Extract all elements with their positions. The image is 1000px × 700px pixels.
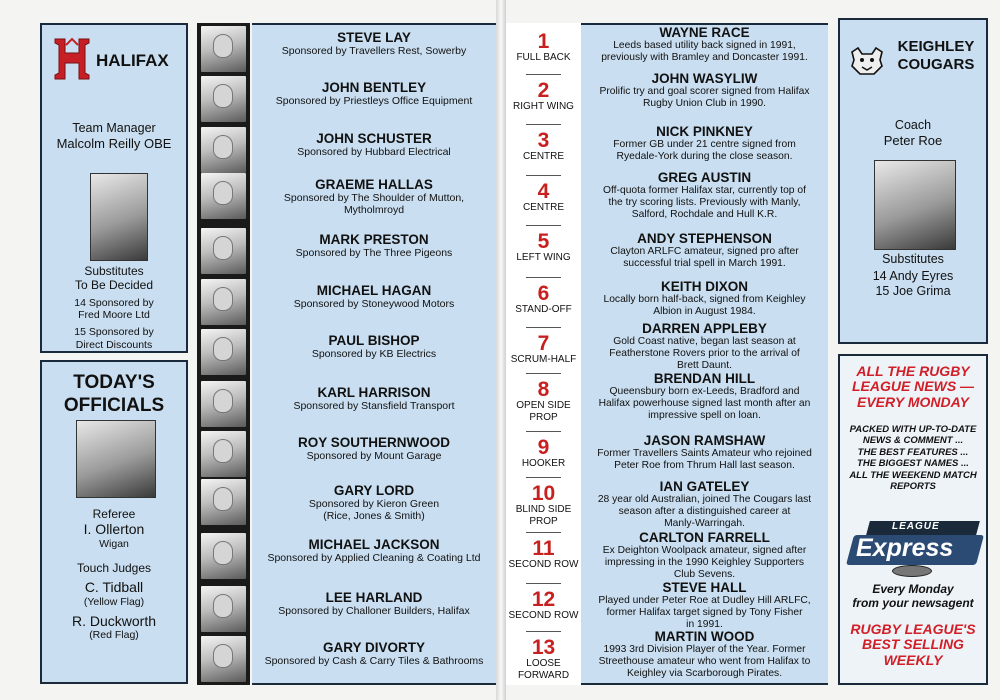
position-divider <box>526 175 561 176</box>
keighley-player-description: Former GB under 21 centre signed from <box>613 139 796 150</box>
position-name: SCRUM-HALF <box>510 354 577 365</box>
position-divider <box>526 532 561 533</box>
keighley-player-description: Ryedale-York during the close season. <box>616 151 793 163</box>
keighley-player-name: ANDY STEPHENSON <box>637 231 772 246</box>
keighley-player-description: Played under Peter Roe at Dudley Hill ARLFC, <box>598 595 811 606</box>
position-name: PROP <box>529 515 558 527</box>
shirt-number: 10 <box>531 482 556 505</box>
ad-blurb-1: PACKED WITH UP-TO-DATE <box>849 424 977 435</box>
keighley-player-description: Leeds based utility back signed in 1991, <box>613 40 796 51</box>
halifax-player-name: JOHN BENTLEY <box>321 80 427 95</box>
halifax-subs-status: To Be Decided <box>74 278 154 293</box>
position-entry <box>506 283 581 316</box>
halifax-player-sponsor: Sponsored by Cash & Carry Tiles & Bathrooms <box>264 655 484 667</box>
sub15-sponsor-label: 15 Sponsored by <box>74 325 154 338</box>
keighley-player-description: former Halifax target signed by Tony Fisher <box>606 607 803 619</box>
coach-name: Peter Roe <box>883 133 943 148</box>
position-entry <box>506 333 581 366</box>
keighley-player-description: impressing in the 1990 Keighley Supporters <box>604 557 805 569</box>
position-divider <box>526 477 561 478</box>
keighley-player-entry <box>581 124 828 163</box>
keighley-name-2: COUGARS <box>897 56 975 73</box>
keighley-player-description: 1993 3rd Division Player of the Year. Former <box>603 644 806 655</box>
keighley-player-entry <box>581 530 828 581</box>
position-divider <box>526 74 561 75</box>
position-name: LEFT WING <box>516 252 571 263</box>
keighley-name-1: KEIGHLEY <box>897 38 975 55</box>
keighley-player-entry <box>581 371 828 422</box>
halifax-player-entry <box>252 333 496 360</box>
touch-judge-2-flag: (Red Flag) <box>89 629 139 642</box>
keighley-player-name: CARLTON FARRELL <box>639 530 770 545</box>
ad-tagline-1: Every Monday <box>872 582 954 596</box>
player-face <box>213 34 233 58</box>
halifax-player-sponsor: Mytholmroyd <box>343 204 405 216</box>
halifax-player-entry <box>252 283 496 310</box>
halifax-logo-icon <box>52 35 92 81</box>
keighley-player-description: Locally born half-back, signed from Keighley <box>603 294 806 305</box>
player-thumbnail <box>201 173 246 219</box>
position-divider <box>526 327 561 328</box>
officials-heading-2: OFFICIALS <box>63 394 165 416</box>
ad-tagline-2: from your newsagent <box>852 596 974 611</box>
keighley-player-description: Albion in August 1984. <box>653 306 756 318</box>
keighley-player-name: NICK PINKNEY <box>656 124 753 139</box>
player-face <box>213 337 233 361</box>
player-face <box>213 439 233 463</box>
position-divider <box>526 124 561 125</box>
keighley-player-entry <box>581 71 828 110</box>
halifax-player-entry <box>252 131 496 158</box>
keighley-player-entry <box>581 479 828 530</box>
position-name: HOOKER <box>521 458 566 469</box>
halifax-player-sponsor: Sponsored by Applied Cleaning & Coating Ltd <box>267 552 481 564</box>
keighley-player-entry <box>581 170 828 221</box>
keighley-player-description: season after a distinguished career at <box>618 506 791 518</box>
ad-footer-2: BEST SELLING <box>862 636 964 653</box>
position-entry <box>506 589 581 622</box>
player-thumbnail <box>201 586 246 632</box>
position-name: LOOSE <box>526 658 561 669</box>
position-name: SECOND ROW <box>508 559 579 570</box>
shirt-number: 1 <box>537 30 550 53</box>
keighley-player-name: JOHN WASYLIW <box>651 71 758 86</box>
halifax-player-name: GRAEME HALLAS <box>315 177 433 192</box>
position-name: CENTRE <box>522 151 565 162</box>
halifax-player-name: PAUL BISHOP <box>328 333 420 348</box>
position-name: OPEN SIDE <box>516 400 571 411</box>
ad-headline-1: ALL THE RUGBY <box>856 363 970 379</box>
halifax-subs-label: Substitutes <box>84 264 144 278</box>
player-thumbnail <box>201 381 246 427</box>
keighley-player-description: the try scoring lists. Previously with Manly, <box>608 197 801 209</box>
player-thumbnail <box>201 533 246 579</box>
league-express-logo <box>846 521 982 577</box>
halifax-player-sponsor: Sponsored by Hubbard Electrical <box>297 146 451 158</box>
page-spine <box>496 0 506 700</box>
position-divider <box>526 225 561 226</box>
keighley-player-entry <box>581 231 828 270</box>
keighley-player-name: STEVE HALL <box>662 580 747 595</box>
keighley-player-description: in 1991. <box>686 619 723 631</box>
keighley-player-description: Peter Roe from Thrum Hall last season. <box>614 460 795 472</box>
position-entry <box>506 637 581 681</box>
shirt-number: 11 <box>532 537 555 560</box>
referee-name: I. Ollerton <box>83 521 145 538</box>
position-divider <box>526 431 561 432</box>
keighley-player-description: impressive spell on loan. <box>648 410 761 422</box>
halifax-player-sponsor: Sponsored by Stoneywood Motors <box>293 298 455 310</box>
player-face <box>213 135 233 159</box>
keighley-player-description: previously with Bramley and Doncaster 1991. <box>601 52 808 64</box>
ad-blurb-2: NEWS & COMMENT ... <box>862 435 964 447</box>
halifax-player-entry <box>252 537 496 564</box>
league-express-advert <box>838 354 988 685</box>
cougar-logo-icon <box>848 46 886 76</box>
keighley-player-description: Former Travellers Saints Amateur who rejoined <box>597 448 812 459</box>
position-entry <box>506 379 581 423</box>
halifax-player-sponsor: Sponsored by Mount Garage <box>306 450 442 462</box>
keighley-player-description: Rugby Union Club in 1990. <box>642 98 767 110</box>
halifax-player-sponsor: (Rice, Jones & Smith) <box>323 510 425 522</box>
keighley-player-description: Ex Deighton Woolpack amateur, signed after <box>602 545 807 556</box>
keighley-player-entry <box>581 580 828 631</box>
keighley-player-name: IAN GATELEY <box>659 479 750 494</box>
halifax-player-name: STEVE LAY <box>337 30 411 45</box>
player-thumbnail <box>201 26 246 72</box>
sub14-sponsor-label: 14 Sponsored by <box>74 296 154 309</box>
keighley-player-description: Brett Daunt. <box>677 360 732 372</box>
ad-blurb-6: REPORTS <box>890 480 936 492</box>
position-name: STAND-OFF <box>515 304 572 315</box>
referee-label: Referee <box>92 507 136 521</box>
shirt-number: 12 <box>531 588 556 611</box>
halifax-player-name: MICHAEL HAGAN <box>316 283 432 298</box>
keighley-info-box <box>838 18 988 344</box>
position-name: RIGHT WING <box>513 101 574 112</box>
position-name: SECOND ROW <box>508 610 579 621</box>
keighley-player-description: Club Sevens. <box>673 569 736 581</box>
keighley-players-panel <box>581 23 828 685</box>
keighley-player-entry <box>581 279 828 318</box>
manager-photo <box>90 173 148 261</box>
position-entry <box>506 483 581 527</box>
position-entry <box>506 80 581 113</box>
sub14-sponsor-name: Fred Moore Ltd <box>78 309 150 322</box>
keighley-player-name: KEITH DIXON <box>660 279 748 294</box>
keighley-player-description: Salford, Rochdale and Hull K.R. <box>631 209 778 221</box>
player-thumbnail <box>201 431 246 477</box>
keighley-player-description: Off-quota former Halifax star, currently top of <box>603 185 806 196</box>
keighley-player-description: Prolific try and goal scorer signed from Halifax <box>599 86 810 97</box>
halifax-player-name: ROY SOUTHERNWOOD <box>297 435 450 450</box>
coach-label: Coach <box>894 118 932 132</box>
keighley-subs-label: Substitutes <box>882 252 944 266</box>
officials-heading-1: TODAY'S <box>73 372 155 393</box>
halifax-players-panel <box>252 23 496 685</box>
keighley-player-description: Gold Coast native, began last season at <box>613 336 796 347</box>
halifax-player-name: LEE HARLAND <box>325 590 423 605</box>
halifax-info-box <box>40 23 188 353</box>
touch-judge-2-name: R. Duckworth <box>71 612 157 629</box>
halifax-player-entry <box>252 177 496 216</box>
halifax-player-sponsor: Sponsored by Kieron Green <box>308 498 440 510</box>
touch-judges-label: Touch Judges <box>76 560 152 575</box>
ad-footer-3: WEEKLY <box>883 651 943 668</box>
keighley-player-name: DARREN APPLEBY <box>642 321 767 336</box>
shirt-number: 13 <box>531 636 556 659</box>
halifax-photo-strip <box>197 23 250 685</box>
ad-blurb-4: THE BIGGEST NAMES ... <box>857 458 969 470</box>
player-thumbnail <box>201 76 246 122</box>
positions-column <box>506 23 581 685</box>
keighley-player-description: Streethouse amateur who went from Halifax to <box>598 656 811 668</box>
shirt-number: 4 <box>537 180 550 203</box>
manager-name: Malcolm Reilly OBE <box>56 136 172 151</box>
player-face <box>213 236 233 260</box>
keighley-player-description: Clayton ARLFC amateur, signed pro after <box>610 246 799 257</box>
position-divider <box>526 583 561 584</box>
keighley-player-entry <box>581 629 828 680</box>
position-entry <box>506 538 581 571</box>
shirt-number: 5 <box>537 230 550 253</box>
halifax-player-name: GARY LORD <box>333 483 415 498</box>
player-thumbnail <box>201 228 246 274</box>
shirt-number: 7 <box>537 332 550 355</box>
touch-judge-1-flag: (Yellow Flag) <box>83 595 145 608</box>
halifax-player-entry <box>252 385 496 412</box>
position-entry <box>506 130 581 163</box>
halifax-player-entry <box>252 483 496 522</box>
position-divider <box>526 373 561 374</box>
halifax-player-entry <box>252 30 496 57</box>
rugby-ball-icon <box>892 565 932 577</box>
keighley-sub-15: 15 Joe Grima <box>875 284 951 298</box>
position-name: FORWARD <box>517 669 570 681</box>
logo-league-text: LEAGUE <box>892 521 940 532</box>
halifax-player-sponsor: Sponsored by Challoner Builders, Halifax <box>278 605 470 617</box>
position-name: PROP <box>529 411 558 423</box>
halifax-player-sponsor: Sponsored by KB Electrics <box>311 348 437 360</box>
halifax-player-entry <box>252 640 496 667</box>
player-thumbnail <box>201 329 246 375</box>
ad-headline-2: LEAGUE NEWS — <box>851 378 975 395</box>
position-entry <box>506 31 581 64</box>
halifax-player-sponsor: Sponsored by Stansfield Transport <box>293 400 455 412</box>
position-name: FULL BACK <box>516 52 571 63</box>
position-divider <box>526 631 561 632</box>
halifax-player-name: JOHN SCHUSTER <box>316 131 432 146</box>
halifax-player-sponsor: Sponsored by Travellers Rest, Sowerby <box>281 45 467 57</box>
keighley-player-description: Queensbury born ex-Leeds, Bradford and <box>609 386 800 397</box>
player-face <box>213 181 233 205</box>
position-name: CENTRE <box>522 202 565 213</box>
position-entry <box>506 231 581 264</box>
position-name: BLIND SIDE <box>515 504 572 515</box>
player-face <box>213 84 233 108</box>
shirt-number: 2 <box>537 79 550 102</box>
player-face <box>213 389 233 413</box>
player-face <box>213 287 233 311</box>
keighley-player-description: Featherstone Rovers prior to the arrival of <box>609 348 800 360</box>
halifax-player-name: MARK PRESTON <box>319 232 429 247</box>
halifax-club-name: HALIFAX <box>96 51 169 70</box>
keighley-player-entry <box>581 321 828 372</box>
keighley-sub-14: 14 Andy Eyres <box>872 269 954 283</box>
keighley-player-description: successful trial spell in March 1991. <box>623 258 786 270</box>
referee-town: Wigan <box>99 538 129 551</box>
halifax-player-entry <box>252 435 496 462</box>
keighley-player-name: WAYNE RACE <box>659 25 750 40</box>
halifax-player-entry <box>252 80 496 107</box>
sub15-sponsor-name: Direct Discounts <box>75 338 153 351</box>
keighley-player-name: JASON RAMSHAW <box>643 433 766 448</box>
keighley-player-description: Halifax powerhouse signed last month after an <box>598 398 811 410</box>
player-face <box>213 594 233 618</box>
halifax-player-sponsor: Sponsored by The Three Pigeons <box>295 247 453 259</box>
keighley-player-description: Manly-Warringah. <box>664 518 745 530</box>
shirt-number: 6 <box>537 282 550 305</box>
touch-judge-1-name: C. Tidball <box>84 579 144 596</box>
player-face <box>213 541 233 565</box>
ad-blurb-3: THE BEST FEATURES ... <box>857 446 969 458</box>
player-thumbnail <box>201 279 246 325</box>
ad-blurb-5: ALL THE WEEKEND MATCH <box>849 469 977 481</box>
officials-box <box>40 360 188 684</box>
player-face <box>213 644 233 668</box>
keighley-player-entry <box>581 433 828 472</box>
referee-photo <box>76 420 156 498</box>
player-thumbnail <box>201 127 246 173</box>
keighley-player-description: Keighley via Scarborough Pirates. <box>626 668 783 680</box>
halifax-player-entry <box>252 590 496 617</box>
player-thumbnail <box>201 636 246 682</box>
position-entry <box>506 437 581 470</box>
shirt-number: 9 <box>537 436 550 459</box>
halifax-player-name: GARY DIVORTY <box>322 640 425 655</box>
ad-footer-1: RUGBY LEAGUE'S <box>850 621 976 637</box>
ad-headline-3: EVERY MONDAY <box>856 393 970 410</box>
player-thumbnail <box>201 479 246 525</box>
halifax-player-sponsor: Sponsored by Priestleys Office Equipment <box>275 95 473 107</box>
keighley-player-name: MARTIN WOOD <box>654 629 755 644</box>
keighley-player-name: BRENDAN HILL <box>653 371 756 386</box>
player-face <box>213 487 233 511</box>
manager-label: Team Manager <box>72 121 156 135</box>
halifax-player-entry <box>252 232 496 259</box>
keighley-player-entry <box>581 25 828 64</box>
shirt-number: 3 <box>537 129 550 152</box>
keighley-player-name: GREG AUSTIN <box>657 170 752 185</box>
halifax-player-sponsor: Sponsored by The Shoulder of Mutton, <box>283 192 465 204</box>
position-entry <box>506 181 581 214</box>
keighley-player-description: 28 year old Australian, joined The Cougars last <box>597 494 812 505</box>
coach-photo <box>874 160 956 250</box>
shirt-number: 8 <box>537 378 550 401</box>
logo-express-text: Express <box>856 534 954 562</box>
position-divider <box>526 277 561 278</box>
halifax-player-name: MICHAEL JACKSON <box>308 537 440 552</box>
halifax-player-name: KARL HARRISON <box>317 385 431 400</box>
